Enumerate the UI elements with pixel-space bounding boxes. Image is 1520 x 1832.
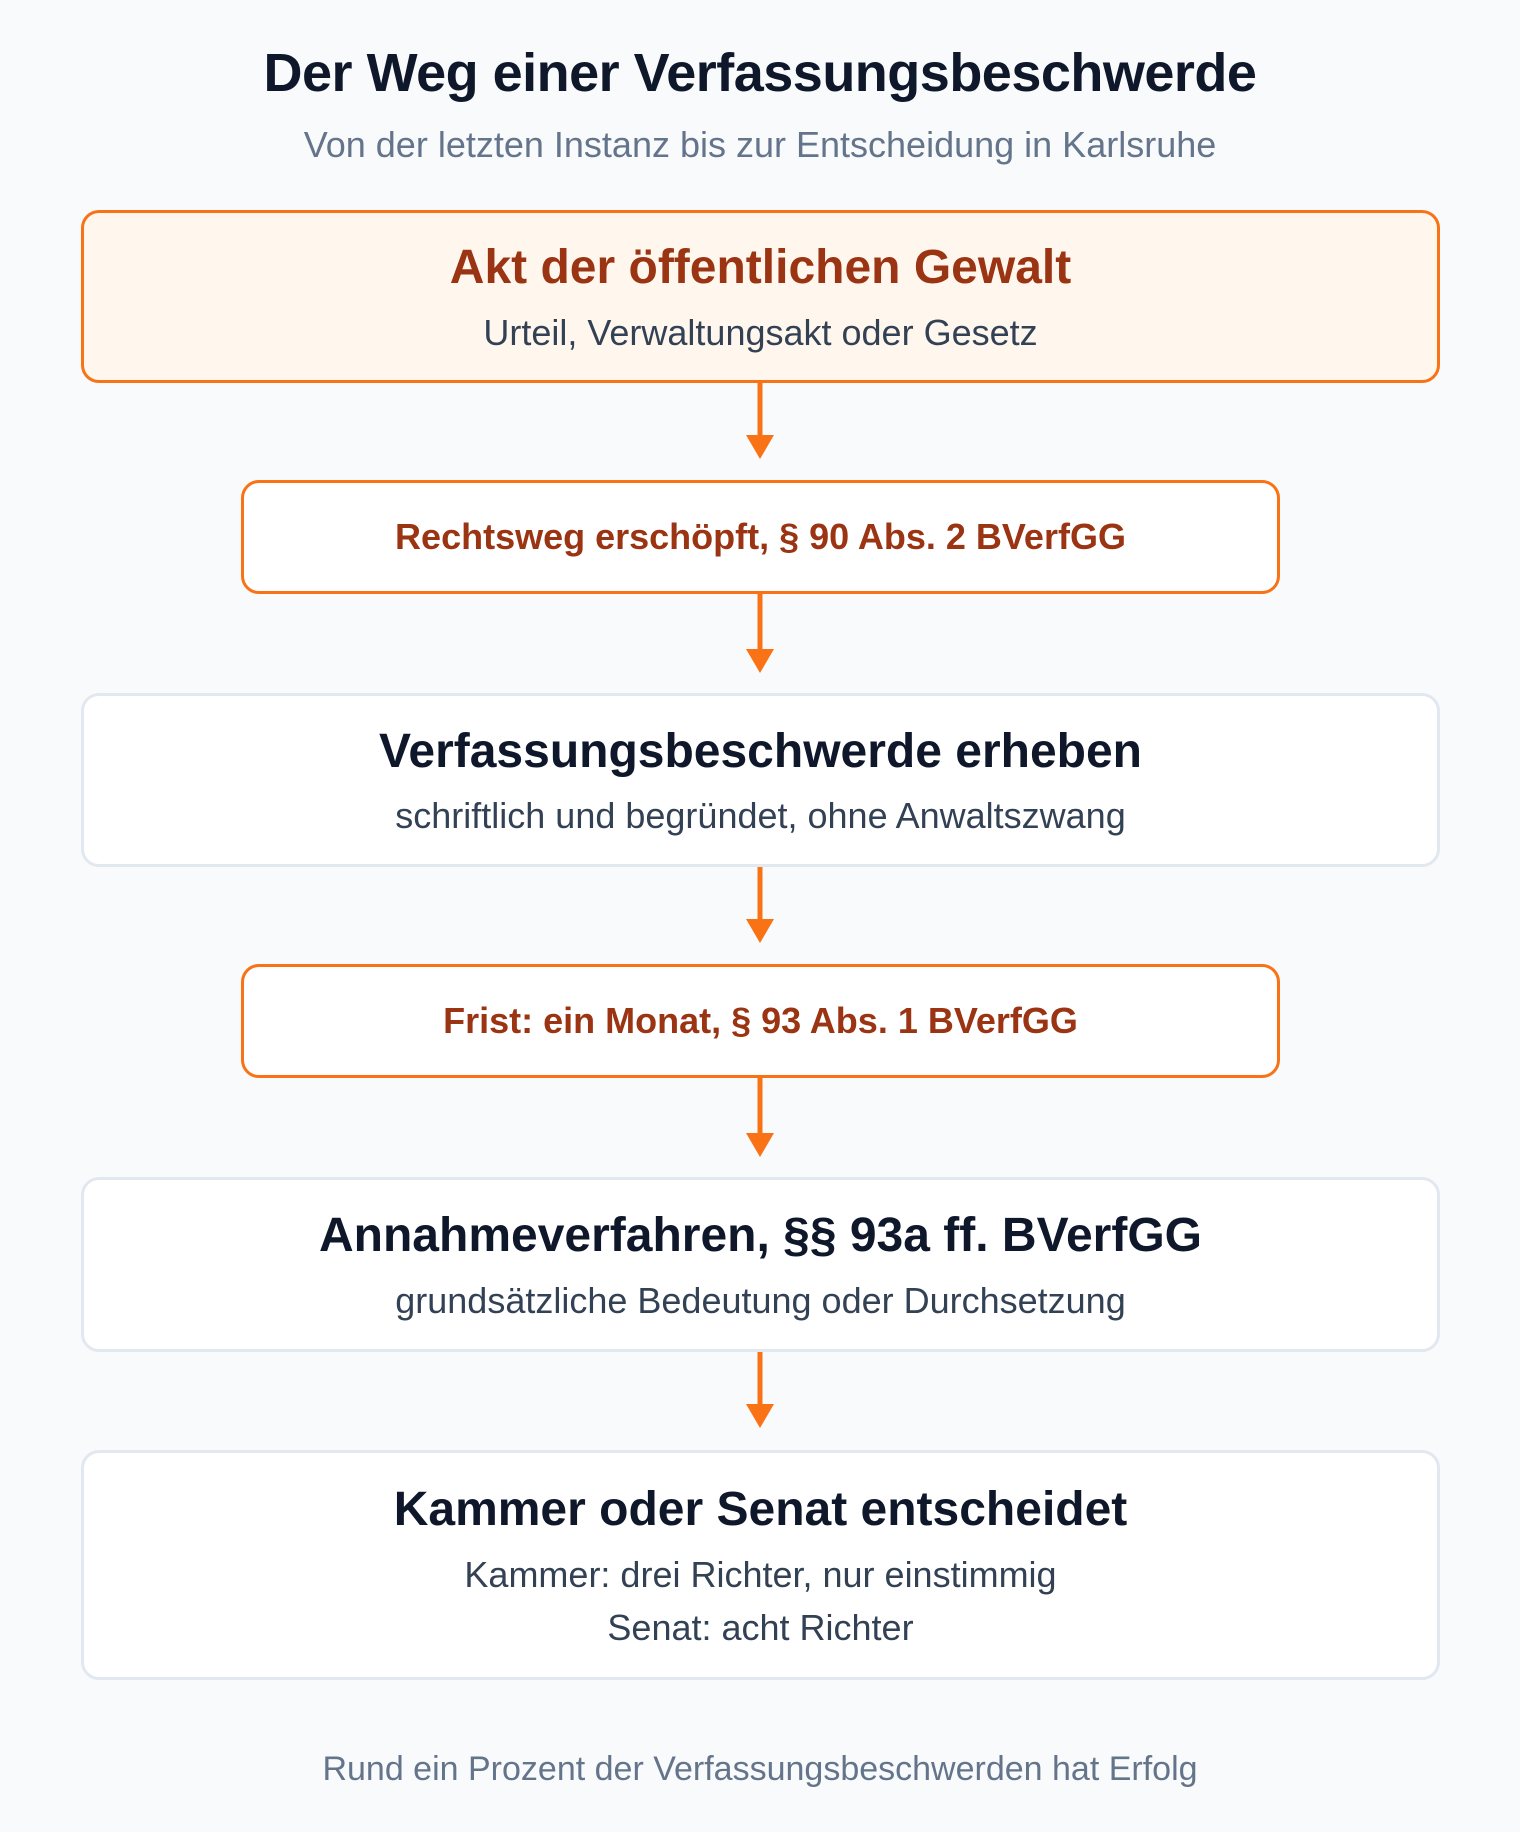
step-box-file-complaint [81, 693, 1440, 867]
step-subtitle: grundsätzliche Bedeutung oder Durchsetzung [395, 1279, 1126, 1321]
step-title: Verfassungsbeschwerde erheben [379, 724, 1142, 778]
flow-arrow [742, 867, 778, 944]
flow-arrow [742, 1078, 778, 1158]
condition-box-deadline [241, 964, 1280, 1078]
step-box-decision [81, 1450, 1440, 1680]
step-box-public-act [81, 210, 1440, 383]
condition-label: Frist: ein Monat, § 93 Abs. 1 BVerfGG [443, 1000, 1078, 1041]
flow-arrow [742, 383, 778, 460]
condition-box-exhaustion [241, 480, 1280, 594]
condition-label: Rechtsweg erschöpft, § 90 Abs. 2 BVerfGG [395, 516, 1126, 557]
step-subtitle: Urteil, Verwaltungsakt oder Gesetz [483, 311, 1038, 353]
step-title: Kammer oder Senat entscheidet [393, 1483, 1128, 1537]
footer-note: Rund ein Prozent der Verfassungsbeschwerden hat Erfolg [322, 1750, 1198, 1788]
step-subtitle-second: Senat: acht Richter [607, 1606, 914, 1648]
step-title: Akt der öffentlichen Gewalt [449, 241, 1072, 295]
page-subtitle: Von der letzten Instanz bis zur Entscheidung in Karlsruhe [303, 124, 1217, 165]
step-box-admission-procedure [81, 1177, 1440, 1352]
flow-arrow [742, 1352, 778, 1429]
flow-arrow [742, 594, 778, 674]
step-subtitle: schriftlich und begründet, ohne Anwaltszwang [395, 795, 1126, 837]
page-title: Der Weg einer Verfassungsbeschwerde [263, 43, 1257, 103]
step-title: Annahmeverfahren, §§ 93a ff. BVerfGG [319, 1209, 1202, 1263]
step-subtitle: Kammer: drei Richter, nur einstimmig [464, 1553, 1057, 1595]
